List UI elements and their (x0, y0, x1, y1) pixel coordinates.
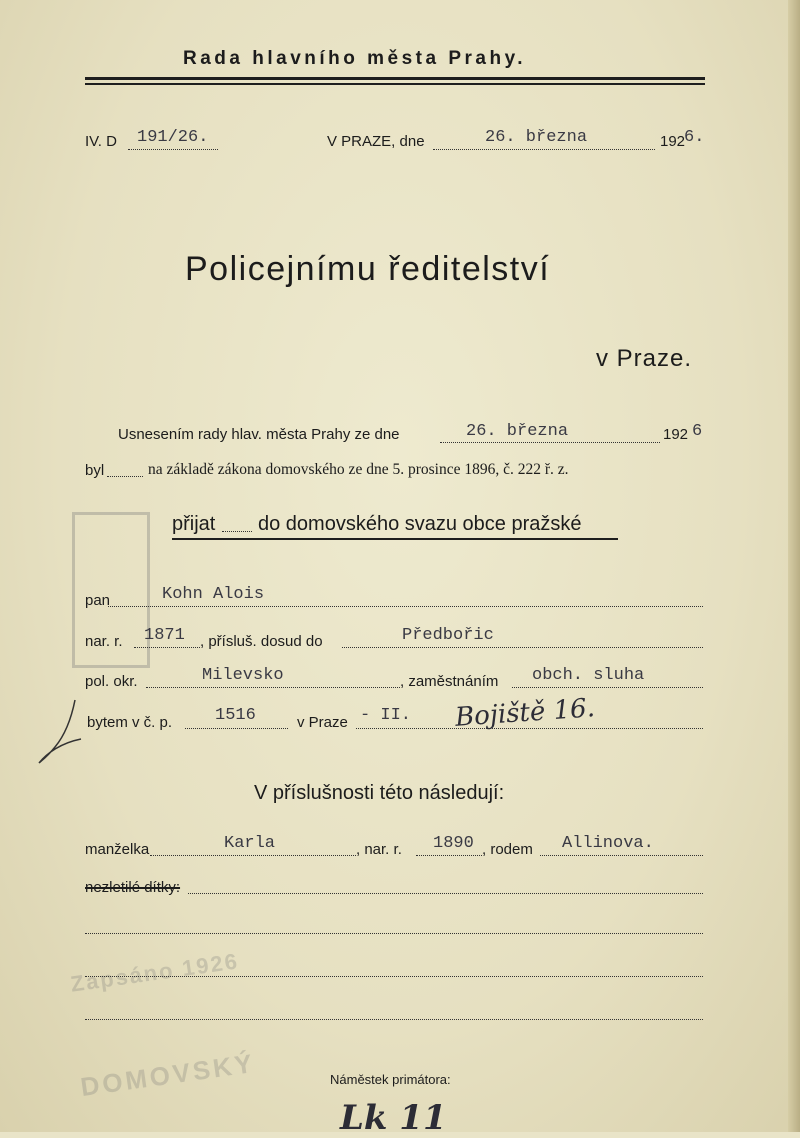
street-handwritten: Bojiště 16. (454, 693, 596, 733)
wife-name: Karla (224, 834, 276, 853)
residence-label: bytem v č. p. (87, 714, 173, 731)
signature-label: Náměstek primátora: (330, 1072, 451, 1087)
family-heading: V příslušnosti této následují: (254, 782, 505, 804)
district-label: pol. okr. (85, 673, 138, 690)
resolution-text: Usnesením rady hlav. města Prahy ze dne (118, 426, 400, 443)
resolution-year-prefix: 192 (663, 426, 689, 443)
signature-handwritten: Lk 11 (340, 1098, 447, 1138)
belonging-label: , přísluš. dosud do (200, 633, 323, 650)
pan-label: pan (85, 592, 111, 609)
faded-stamp-text: DOMOVSKÝ (78, 1047, 257, 1103)
reference-prefix: IV. D (85, 133, 117, 150)
prijat-label: přijat (172, 513, 216, 535)
year-suffix: 6. (684, 128, 705, 147)
wife-birth-year: 1890 (433, 834, 474, 853)
belonging-value: Předbořic (402, 626, 494, 645)
council-heading: Rada hlavního města Prahy. (183, 48, 527, 69)
prague-label: v Praze (297, 714, 348, 731)
statement-underline (172, 538, 618, 540)
place-date-label: V PRAZE, dne (327, 133, 425, 150)
blank-line (85, 933, 703, 934)
reference-number: 191/26. (137, 128, 209, 147)
paper-edge (788, 0, 800, 1132)
resolution-year-suffix: 6 (692, 422, 703, 441)
byl-label: byl (85, 462, 105, 479)
occupation-value: obch. sluha (532, 666, 645, 685)
faded-stamp-text: Zapsáno 1926 (69, 948, 241, 997)
person-name: Kohn Alois (162, 585, 265, 604)
children-label: nezletilé dítky: (85, 879, 181, 896)
wife-label: manželka (85, 841, 150, 858)
birth-year-value: 1871 (144, 626, 185, 645)
wife-birth-label: , nar. r. (356, 841, 402, 858)
header-rule-thin (85, 83, 705, 85)
margin-pen-mark (35, 695, 95, 770)
blank-line (85, 1019, 703, 1020)
header-rule-thick (85, 77, 705, 80)
year-prefix: 192 (660, 133, 686, 150)
house-number: 1516 (215, 706, 256, 725)
law-reference: na základě zákona domovského ze dne 5. prosince 1896, č. 222 ř. z. (148, 461, 569, 478)
district-number: - II. (360, 706, 412, 725)
date-value: 26. března (485, 128, 588, 147)
blank-line (85, 976, 703, 977)
wife-origin-label: , rodem (482, 841, 533, 858)
addressee-location: v Praze. (596, 345, 693, 372)
district-value: Milevsko (202, 666, 284, 685)
wife-origin-value: Allinova. (562, 834, 654, 853)
birth-year-label: nar. r. (85, 633, 123, 650)
domicile-statement: do domovského svazu obce pražské (258, 513, 582, 535)
addressee-name: Policejnímu ředitelství (185, 250, 551, 288)
occupation-label: , zaměstnáním (400, 673, 499, 690)
resolution-date: 26. března (466, 422, 569, 441)
